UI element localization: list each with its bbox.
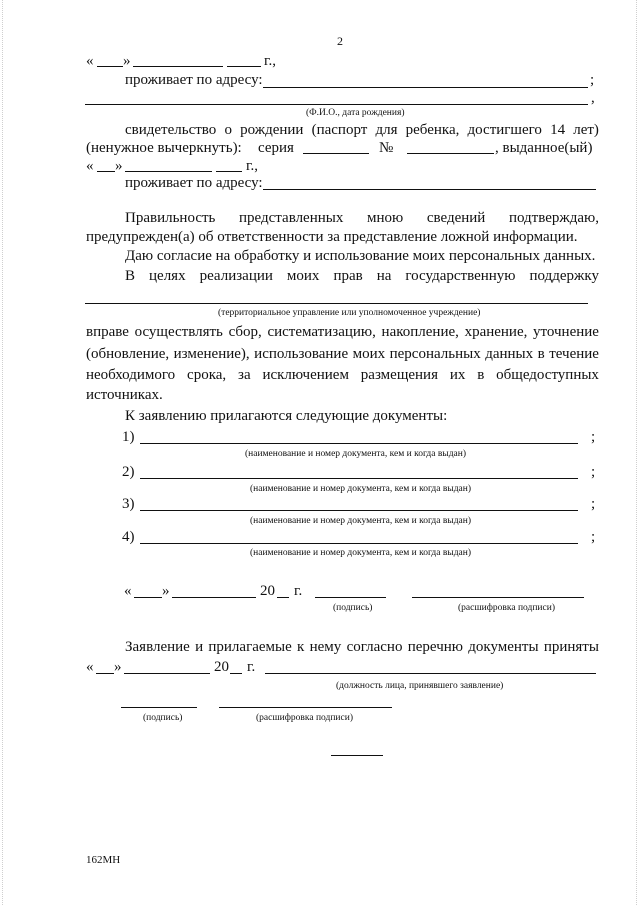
warned-line: предупрежден(а) об ответственности за представление ложной информации. [86,229,578,245]
accepted-line: Заявление и прилагаемые к нему согласно перечню документы приняты [125,639,599,655]
address-end: ; [590,72,595,88]
authority-caption: (территориальное управление или уполномоченное учреждение) [218,308,481,318]
sign-year-suffix: г. [294,583,303,599]
year-blank [227,66,261,67]
document-number: 3) [122,496,135,512]
signature-blank [315,597,386,598]
document-number: 2) [122,464,135,480]
official-blank [265,673,596,674]
official-caption: (должность лица, принявшего заявление) [336,681,504,691]
attached-heading: К заявлению прилагаются следующие документы: [125,408,448,424]
end-separator [331,755,383,756]
signature-decoding-caption: (расшифровка подписи) [458,603,555,613]
sign-date-quote-open: « [124,583,132,599]
document-number: 4) [122,529,135,545]
document-end: ; [591,464,596,480]
birth-cert-line: свидетельство о рождении (паспорт для ребенка, достигшего 14 лет) [125,122,599,138]
document-blank [140,510,578,511]
rights-line-4: источниках. [86,387,163,403]
date-quote-close: » [123,53,131,69]
address-blank [263,87,588,88]
consent-line: Даю согласие на обработку и использование моих персональных данных. [125,248,596,264]
year-suffix: г., [264,53,276,69]
unneeded-note: (ненужное вычеркнуть): [86,140,242,156]
day2-blank [97,171,115,172]
confirm-line: Правильность представленных мною сведений подтверждаю, [125,210,599,226]
accept-year-prefix: 20 [214,659,229,675]
authority-blank [85,303,588,304]
accept-year-suffix: г. [247,659,256,675]
sign-date-quote-close: » [162,583,170,599]
address-label: проживает по адресу: [125,72,263,88]
date2-quote-close: » [115,158,123,174]
document-blank [140,478,578,479]
sign-year-prefix: 20 [260,583,275,599]
day-blank [97,66,123,67]
rights-line-2: (обновление, изменение), использование моих персональных данных в течение [86,346,599,362]
child-fio-blank [85,104,588,105]
document-caption: (наименование и номер документа, кем и когда выдан) [250,548,471,558]
document-blank [140,543,578,544]
document-number: 1) [122,429,135,445]
rights-line-3: необходимого срока, за исключением размещения их в общедоступных [86,367,599,383]
accept-decoding-blank [219,707,392,708]
accept-signature-caption: (подпись) [143,713,183,723]
accept-date-quote-open: « [86,659,94,675]
child-fio-end: , [591,90,595,106]
address2-label: проживает по адресу: [125,175,263,191]
date-quote-open: « [86,53,94,69]
document-caption: (наименование и номер документа, кем и когда выдан) [250,484,471,494]
sign-month-blank [172,597,256,598]
issued-label: , выданное(ый) [495,140,593,156]
accept-day-blank [96,673,114,674]
document-blank [140,443,578,444]
number-blank [407,153,494,154]
year2-blank [216,171,242,172]
document-caption: (наименование и номер документа, кем и когда выдан) [245,449,466,459]
document-caption: (наименование и номер документа, кем и когда выдан) [250,516,471,526]
document-end: ; [591,529,596,545]
accept-decoding-caption: (расшифровка подписи) [256,713,353,723]
address2-blank [263,189,596,190]
signature-decoding-blank [412,597,584,598]
purpose-line: В целях реализации моих прав на государственную поддержку [125,268,599,284]
month2-blank [125,171,212,172]
sign-day-blank [134,597,162,598]
fio-caption: (Ф.И.О., дата рождения) [306,108,405,118]
year2-suffix: г., [246,158,258,174]
accept-month-blank [124,673,210,674]
number-sign: № [379,140,394,156]
page-number: 2 [337,34,343,48]
date2-quote-open: « [86,158,94,174]
month-blank [133,66,223,67]
accept-signature-blank [121,707,197,708]
document-end: ; [591,429,596,445]
series-blank [303,153,369,154]
page-edge-left [2,0,4,905]
signature-caption: (подпись) [333,603,373,613]
document-end: ; [591,496,596,512]
rights-line-1: вправе осуществлять сбор, систематизацию, накопление, хранение, уточнение [86,324,599,340]
accept-year-blank [230,673,242,674]
footer-code: 162МН [86,854,121,866]
series-label: серия [258,140,294,156]
sign-year-blank [277,597,289,598]
accept-date-quote-close: » [114,659,122,675]
page-edge-right [636,0,638,905]
